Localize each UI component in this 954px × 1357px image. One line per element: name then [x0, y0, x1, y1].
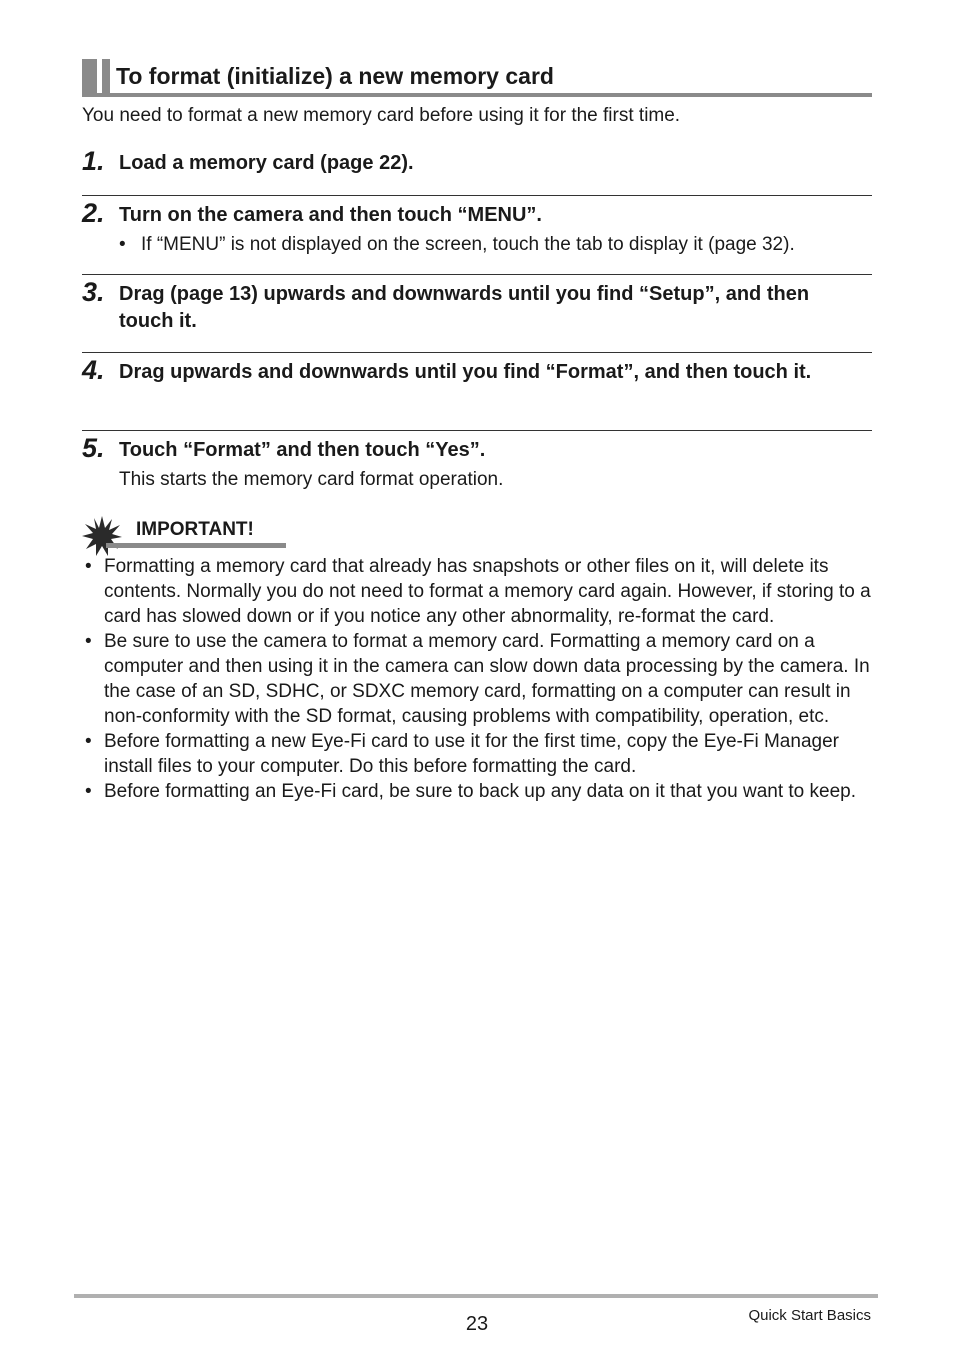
- step-number: 1.: [82, 146, 105, 176]
- heading-underline: [82, 93, 872, 97]
- page-title: To format (initialize) a new memory card: [116, 63, 554, 89]
- step-number: 2.: [82, 198, 105, 228]
- bullet-marker: •: [119, 234, 126, 255]
- step-divider: [82, 352, 872, 353]
- important-underline: [106, 543, 286, 548]
- step-divider: [82, 195, 872, 196]
- step-divider: [82, 430, 872, 431]
- step-number: 5.: [82, 433, 105, 463]
- step-divider: [82, 274, 872, 275]
- heading-marker: [102, 59, 110, 95]
- footer-divider: [74, 1294, 878, 1298]
- list-item: • Before formatting an Eye-Fi card, be sure to back up any data on it that you want to keep.: [85, 781, 856, 802]
- step-text: Drag (page 13) upwards and downwards until you find “Setup”, and then touch it.: [119, 283, 810, 332]
- step-number: 4.: [82, 355, 105, 385]
- list-item: • Before formatting a new Eye-Fi card to use it for the first time, copy the Eye-Fi Manager install files to your computer. Do this before formatting the card.: [85, 731, 839, 777]
- step-text: Load a memory card (page 22).: [119, 152, 414, 174]
- step-text: Touch “Format” and then touch “Yes”.: [119, 439, 486, 461]
- step-note: [119, 232, 795, 257]
- section-name: Quick Start Basics: [748, 1307, 871, 1324]
- list-item: • Be sure to use the camera to format a memory card. Formatting a memory card on a computer and then using it in the camera can slow down data processing by the camera. In the case of an SD, SDHC, or SDXC memory card, formatting on a computer can result in non-conformity with the SD format, causing problems with compatibility, operation, etc.: [85, 631, 870, 727]
- intro-text: You need to format a new memory card before using it for the first time.: [82, 105, 681, 126]
- heading-marker: [82, 59, 97, 95]
- important-burst-icon: [82, 516, 122, 556]
- important-label: IMPORTANT!: [136, 519, 254, 540]
- bullet-marker: •: [85, 631, 92, 652]
- step-note-text: This starts the memory card format operation.: [119, 469, 504, 490]
- step-text: Drag upwards and downwards until you find “Format”, and then touch it.: [119, 361, 812, 383]
- important-list: [82, 554, 872, 804]
- bullet-marker: •: [85, 556, 92, 577]
- step-note-text: If “MENU” is not displayed on the screen, touch the tab to display it (page 32).: [141, 234, 795, 255]
- step-text: Turn on the camera and then touch “MENU”.: [119, 204, 542, 226]
- step-number: 3.: [82, 277, 105, 307]
- list-item: • Formatting a memory card that already has snapshots or other files on it, will delete its contents. Normally you do not need to format a memory card again. However, if storing to a card has slowed down or if you notice any other abnormality, re-format the card.: [85, 556, 871, 627]
- important-header: [82, 516, 292, 556]
- section-heading: [82, 59, 872, 97]
- bullet-marker: •: [85, 781, 92, 802]
- page-number: 23: [465, 1313, 489, 1335]
- bullet-marker: •: [85, 731, 92, 752]
